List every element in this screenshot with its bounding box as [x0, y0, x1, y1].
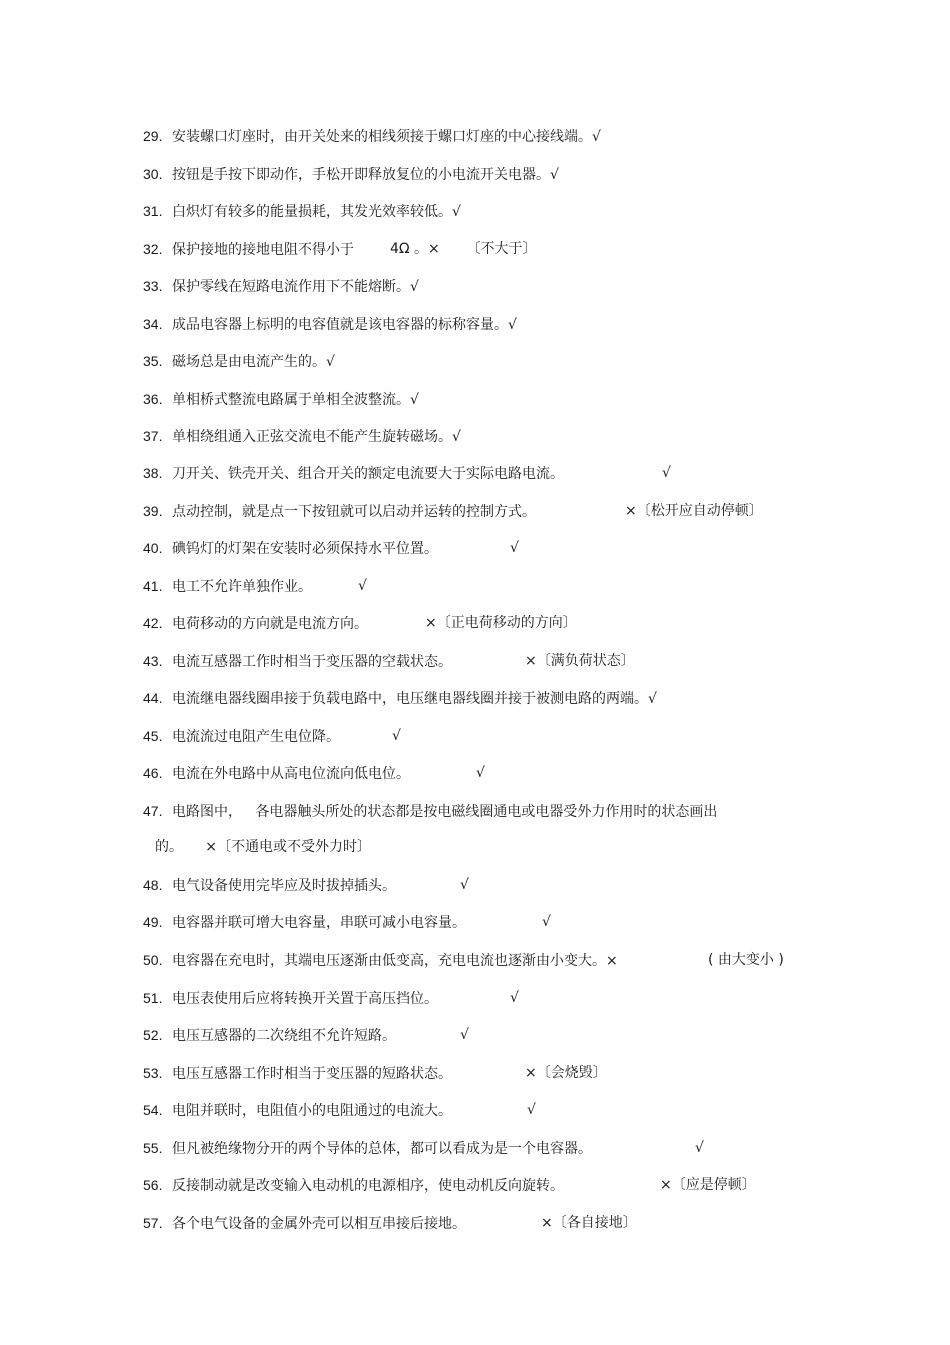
question-item — [143, 201, 461, 222]
question-text: 保护零线在短路电流作用下不能熔断。√ — [172, 279, 419, 295]
question-text: 反接制动就是改变输入电动机的电源相序，使电动机反向旋转。 — [172, 1178, 564, 1194]
question-item — [143, 126, 601, 147]
question-number: 48. — [143, 877, 163, 893]
answer-note: √ — [460, 877, 469, 893]
question-number: 51. — [143, 990, 163, 1006]
question-item — [143, 912, 466, 933]
answer-note: √ — [542, 914, 551, 930]
answer-note: 4Ω 。× 〔不大于〕 — [390, 241, 537, 257]
question-number: 33. — [143, 278, 163, 294]
question-text: 电流流过电阻产生电位降。 — [172, 729, 340, 745]
question-text: 电压互感器工作时相当于变压器的短路状态。 — [172, 1066, 452, 1082]
question-item — [143, 351, 335, 372]
question-item — [143, 276, 419, 297]
answer-note: √ — [392, 728, 401, 744]
answer-note: ×〔应是停顿〕 — [660, 1177, 756, 1193]
answer-note: ×〔正电荷移动的方向〕 — [425, 615, 577, 631]
question-number: 49. — [143, 914, 163, 930]
question-text: 单相桥式整流电路属于单相全波整流。√ — [172, 392, 419, 408]
answer-note: ×〔松开应自动停顿〕 — [625, 503, 763, 519]
question-number: 29. — [143, 128, 163, 144]
question-text: 电压表使用后应将转换开关置于高压挡位。 — [172, 991, 438, 1007]
question-text: 电流继电器线圈串接于负载电路中，电压继电器线圈并接于被测电路的两端。√ — [172, 691, 657, 707]
question-number: 44. — [143, 690, 163, 706]
question-number: 57. — [143, 1215, 163, 1231]
question-text: 电流在外电路中从高电位流向低电位。 — [172, 766, 410, 782]
question-number: 40. — [143, 540, 163, 556]
answer-note: √ — [527, 1102, 536, 1118]
question-number: 56. — [143, 1177, 163, 1193]
question-number: 55. — [143, 1140, 163, 1156]
answer-note: √ — [358, 578, 367, 594]
question-text: 电工不允许单独作业。 — [172, 579, 312, 595]
question-text: 磁场总是由电流产生的。√ — [172, 354, 335, 370]
question-number: 43. — [143, 653, 163, 669]
question-number: 34. — [143, 316, 163, 332]
answer-note: ×〔满负荷状态〕 — [525, 653, 635, 669]
answer-note: √ — [510, 540, 519, 556]
question-item — [143, 501, 536, 522]
question-text: 电阻并联时，电阻值小的电阻通过的电流大。 — [172, 1103, 452, 1119]
question-number: 30. — [143, 166, 163, 182]
question-text: 按钮是手按下即动作，手松开即释放复位的小电流开关电器。√ — [172, 167, 559, 183]
answer-note: √ — [476, 765, 485, 781]
question-number: 45. — [143, 728, 163, 744]
question-text: 电容器在充电时，其端电压逐渐由低变高，充电电流也逐渐由小变大。× — [172, 953, 618, 969]
question-text: 单相绕组通入正弦交流电不能产生旋转磁场。√ — [172, 429, 461, 445]
answer-note: ×〔会烧毁〕 — [525, 1065, 607, 1081]
question-item — [143, 389, 419, 410]
question-text: 点动控制，就是点一下按钮就可以启动并运转的控制方式。 — [172, 504, 536, 520]
question-text: 电压互感器的二次绕组不允许短路。 — [172, 1028, 396, 1044]
question-text: 电气设备使用完毕应及时拔掉插头。 — [172, 878, 396, 894]
question-number: 53. — [143, 1065, 163, 1081]
question-item — [143, 1063, 452, 1084]
question-item — [143, 576, 312, 597]
question-item — [143, 1138, 592, 1159]
answer-note: ( 由大变小 ) — [708, 952, 784, 968]
question-text: 保护接地的接地电阻不得小于 — [172, 242, 354, 258]
question-number: 36. — [143, 391, 163, 407]
question-item — [143, 726, 340, 747]
question-number: 31. — [143, 203, 163, 219]
question-text: 电容器并联可增大电容量，串联可减小电容量。 — [172, 915, 466, 931]
question-text: 电荷移动的方向就是电流方向。 — [172, 616, 368, 632]
question-number: 37. — [143, 428, 163, 444]
question-number: 54. — [143, 1102, 163, 1118]
question-text: 但凡被绝缘物分开的两个导体的总体，都可以看成为是一个电容器。 — [172, 1141, 592, 1157]
question-number: 35. — [143, 353, 163, 369]
question-text: 安装螺口灯座时，由开关处来的相线须接于螺口灯座的中心接线端。√ — [172, 129, 601, 145]
answer-note: √ — [460, 1027, 469, 1043]
question-item — [143, 463, 564, 484]
question-number: 47. — [143, 803, 163, 819]
question-number: 32. — [143, 241, 163, 257]
question-item — [143, 875, 396, 896]
answer-note: √ — [510, 990, 519, 1006]
question-number: 39. — [143, 503, 163, 519]
question-item — [143, 314, 517, 335]
question-item — [143, 1025, 396, 1046]
question-item — [143, 164, 559, 185]
question-item — [143, 1100, 452, 1121]
question-text: 各个电气设备的金属外壳可以相互串接后接地。 — [172, 1216, 466, 1232]
answer-note: ×〔各自接地〕 — [541, 1215, 637, 1231]
question-item — [143, 950, 618, 971]
question-number: 41. — [143, 578, 163, 594]
question-item — [143, 763, 410, 784]
question-text-continued: 的。 ×〔不通电或不受外力时〕 — [155, 839, 371, 855]
question-text: 电路图中， 各电器触头所处的状态都是按电磁线圈通电或电器受外力作用时的状态画出 — [172, 804, 718, 820]
question-number: 38. — [143, 465, 163, 481]
question-number: 50. — [143, 952, 163, 968]
question-item — [143, 1175, 564, 1196]
question-item — [143, 988, 438, 1009]
question-item — [143, 801, 717, 822]
question-number: 42. — [143, 615, 163, 631]
question-text: 刀开关、铁壳开关、组合开关的额定电流要大于实际电路电流。 — [172, 466, 564, 482]
question-item — [143, 613, 368, 634]
answer-note: √ — [662, 465, 671, 481]
question-number: 52. — [143, 1027, 163, 1043]
question-text: 成品电容器上标明的电容值就是该电容器的标称容量。√ — [172, 317, 517, 333]
question-text: 碘钨灯的灯架在安装时必须保持水平位置。 — [172, 541, 438, 557]
question-item — [143, 426, 461, 447]
question-item — [143, 688, 657, 709]
question-item — [143, 239, 354, 260]
answer-note: √ — [695, 1140, 704, 1156]
question-item — [143, 1213, 466, 1234]
question-item — [143, 538, 438, 559]
question-text: 白炽灯有较多的能量损耗，其发光效率较低。√ — [172, 204, 461, 220]
question-item — [143, 651, 452, 672]
question-text: 电流互感器工作时相当于变压器的空载状态。 — [172, 654, 452, 670]
question-number: 46. — [143, 765, 163, 781]
